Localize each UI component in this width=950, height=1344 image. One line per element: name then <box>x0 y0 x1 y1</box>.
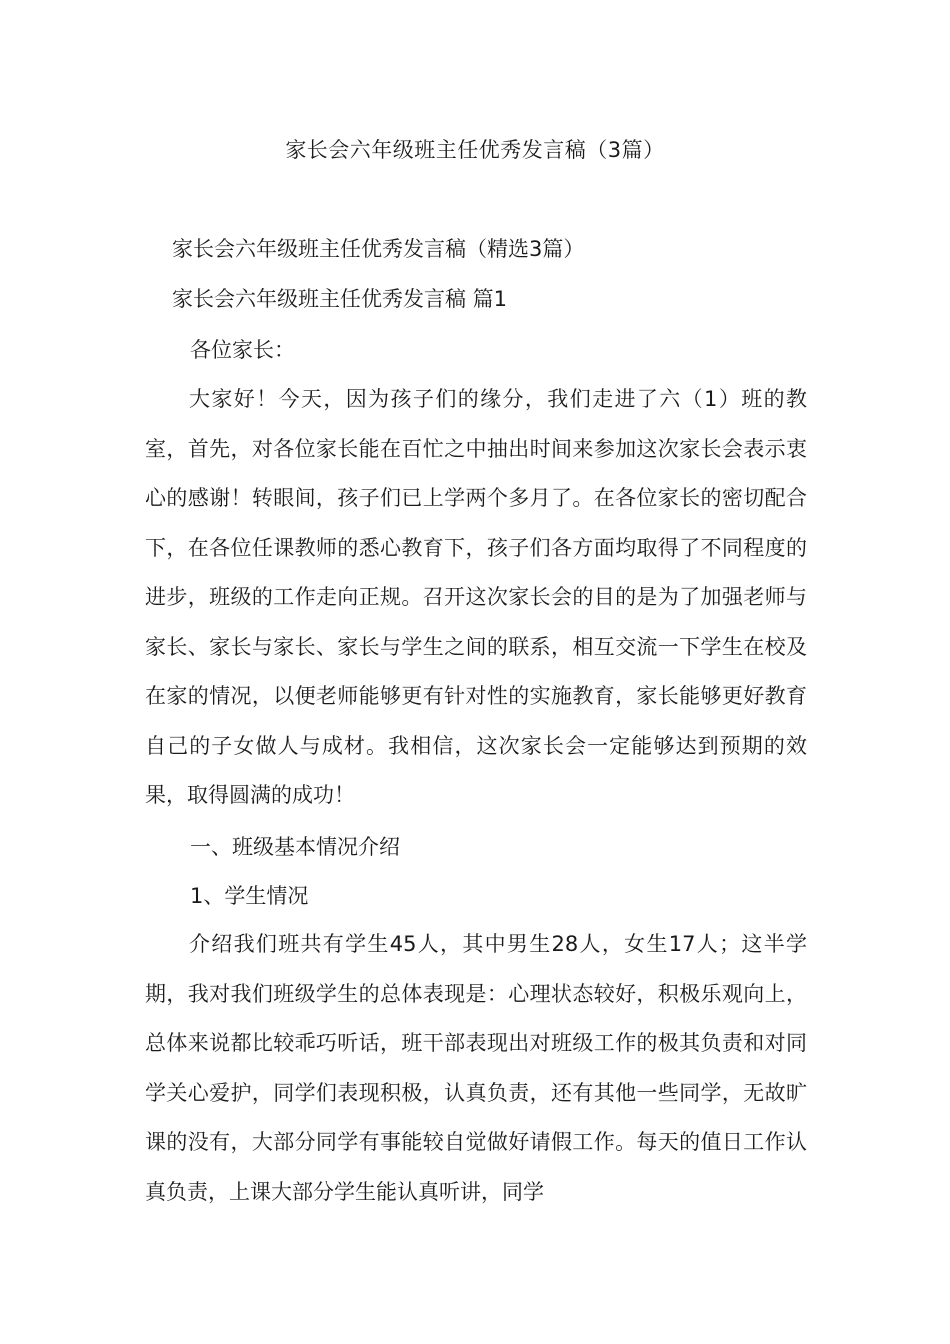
heading-student-info: 1、学生情况 <box>190 884 309 908</box>
students-paragraph: 介绍我们班共有学生45人，其中男生28人，女生17人；这半学期，我对我们班级学生的总体表现是：心理状态较好，积极乐观向上，总体来说都比较乖巧听话，班干部表现出对班级工作的极其负责和对同学关心爱护，同学们表现积极，认真负责，还有其他一些同学，无故旷课的没有，大部分同学有事能较自觉做好请假工作。每天的值日工作认真负责，上课大部分学生能认真听讲，同学 <box>145 932 807 1204</box>
document-title: 家长会六年级班主任优秀发言稿（3篇） <box>285 138 665 162</box>
section-title: 家长会六年级班主任优秀发言稿 篇1 <box>172 287 508 311</box>
greeting: 各位家长： <box>190 338 295 362</box>
document-subtitle: 家长会六年级班主任优秀发言稿（精选3篇） <box>172 237 585 261</box>
intro-paragraph: 大家好！今天，因为孩子们的缘分，我们走进了六（1）班的教室，首先，对各位家长能在百忙之中抽出时间来参加这次家长会表示衷心的感谢！转眼间，孩子们已上学两个多月了。在各位家长的密切配合下，在各位任课教师的悉心教育下，孩子们各方面均取得了不同程度的进步，班级的工作走向正规。召开这次家长会的目的是为了加强老师与家长、家长与家长、家长与学生之间的联系，相互交流一下学生在校及在家的情况，以便老师能够更有针对性的实施教育，家长能够更好教育自己的子女做人与成材。我相信，这次家长会一定能够达到预期的效果，取得圆满的成功！ <box>145 387 807 807</box>
heading-class-overview: 一、班级基本情况介绍 <box>190 835 400 859</box>
